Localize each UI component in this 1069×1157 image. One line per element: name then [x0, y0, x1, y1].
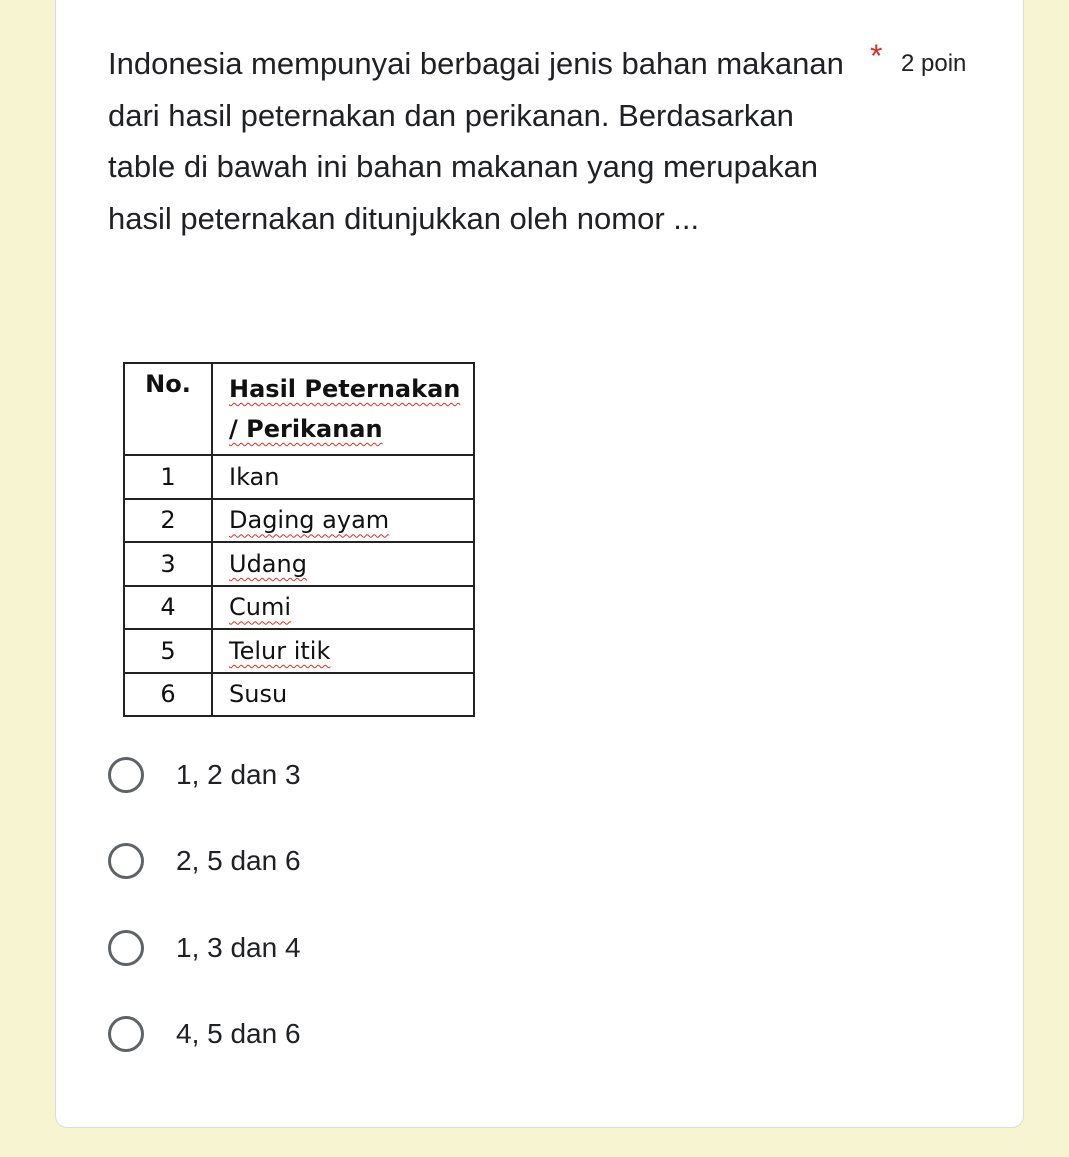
row-no: 4 — [124, 586, 212, 630]
radio-button[interactable] — [108, 757, 144, 793]
table-row — [124, 455, 474, 499]
table-row — [124, 673, 474, 717]
row-item — [212, 586, 474, 630]
option-3[interactable] — [108, 925, 301, 971]
table-header-row — [124, 363, 474, 455]
option-1[interactable] — [108, 752, 301, 798]
row-item-text: Telur itik — [229, 636, 331, 665]
row-item-text: Daging ayam — [229, 506, 390, 535]
radio-button[interactable] — [108, 843, 144, 879]
header-item-text: Hasil Peternakan / Perikanan — [229, 375, 461, 443]
table-row — [124, 629, 474, 673]
row-item: Susu — [212, 673, 474, 717]
option-label: 1, 2 dan 3 — [176, 759, 301, 790]
header-item — [212, 363, 474, 455]
row-no: 2 — [124, 499, 212, 543]
row-item-text: Udang — [229, 549, 307, 578]
row-item — [212, 629, 474, 673]
option-2[interactable] — [108, 838, 301, 884]
table-row — [124, 586, 474, 630]
radio-button[interactable] — [108, 930, 144, 966]
table-row — [124, 499, 474, 543]
option-label: 2, 5 dan 6 — [176, 845, 301, 876]
points-label: 2 poin — [901, 50, 967, 77]
row-item — [212, 542, 474, 586]
row-no: 3 — [124, 542, 212, 586]
question-image-table — [123, 362, 475, 717]
row-no: 6 — [124, 673, 212, 717]
row-item-text: Cumi — [229, 593, 292, 622]
option-label: 1, 3 dan 4 — [176, 932, 301, 963]
livestock-fishery-table — [123, 362, 475, 717]
row-no: 1 — [124, 455, 212, 499]
question-text: Indonesia mempunyai berbagai jenis bahan makanan dari hasil peternakan dan perikanan. Berdasarkan table di bawah ini bahan makanan yang merupakan hasil peternakan ditunjukkan oleh nomor ... — [108, 46, 844, 236]
radio-button[interactable] — [108, 1016, 144, 1052]
required-asterisk: * — [870, 38, 883, 74]
option-label: 4, 5 dan 6 — [176, 1018, 301, 1049]
header-no: No. — [124, 363, 212, 455]
table-row — [124, 542, 474, 586]
row-item — [212, 499, 474, 543]
option-4[interactable] — [108, 1011, 301, 1057]
row-item: Ikan — [212, 455, 474, 499]
row-no: 5 — [124, 629, 212, 673]
